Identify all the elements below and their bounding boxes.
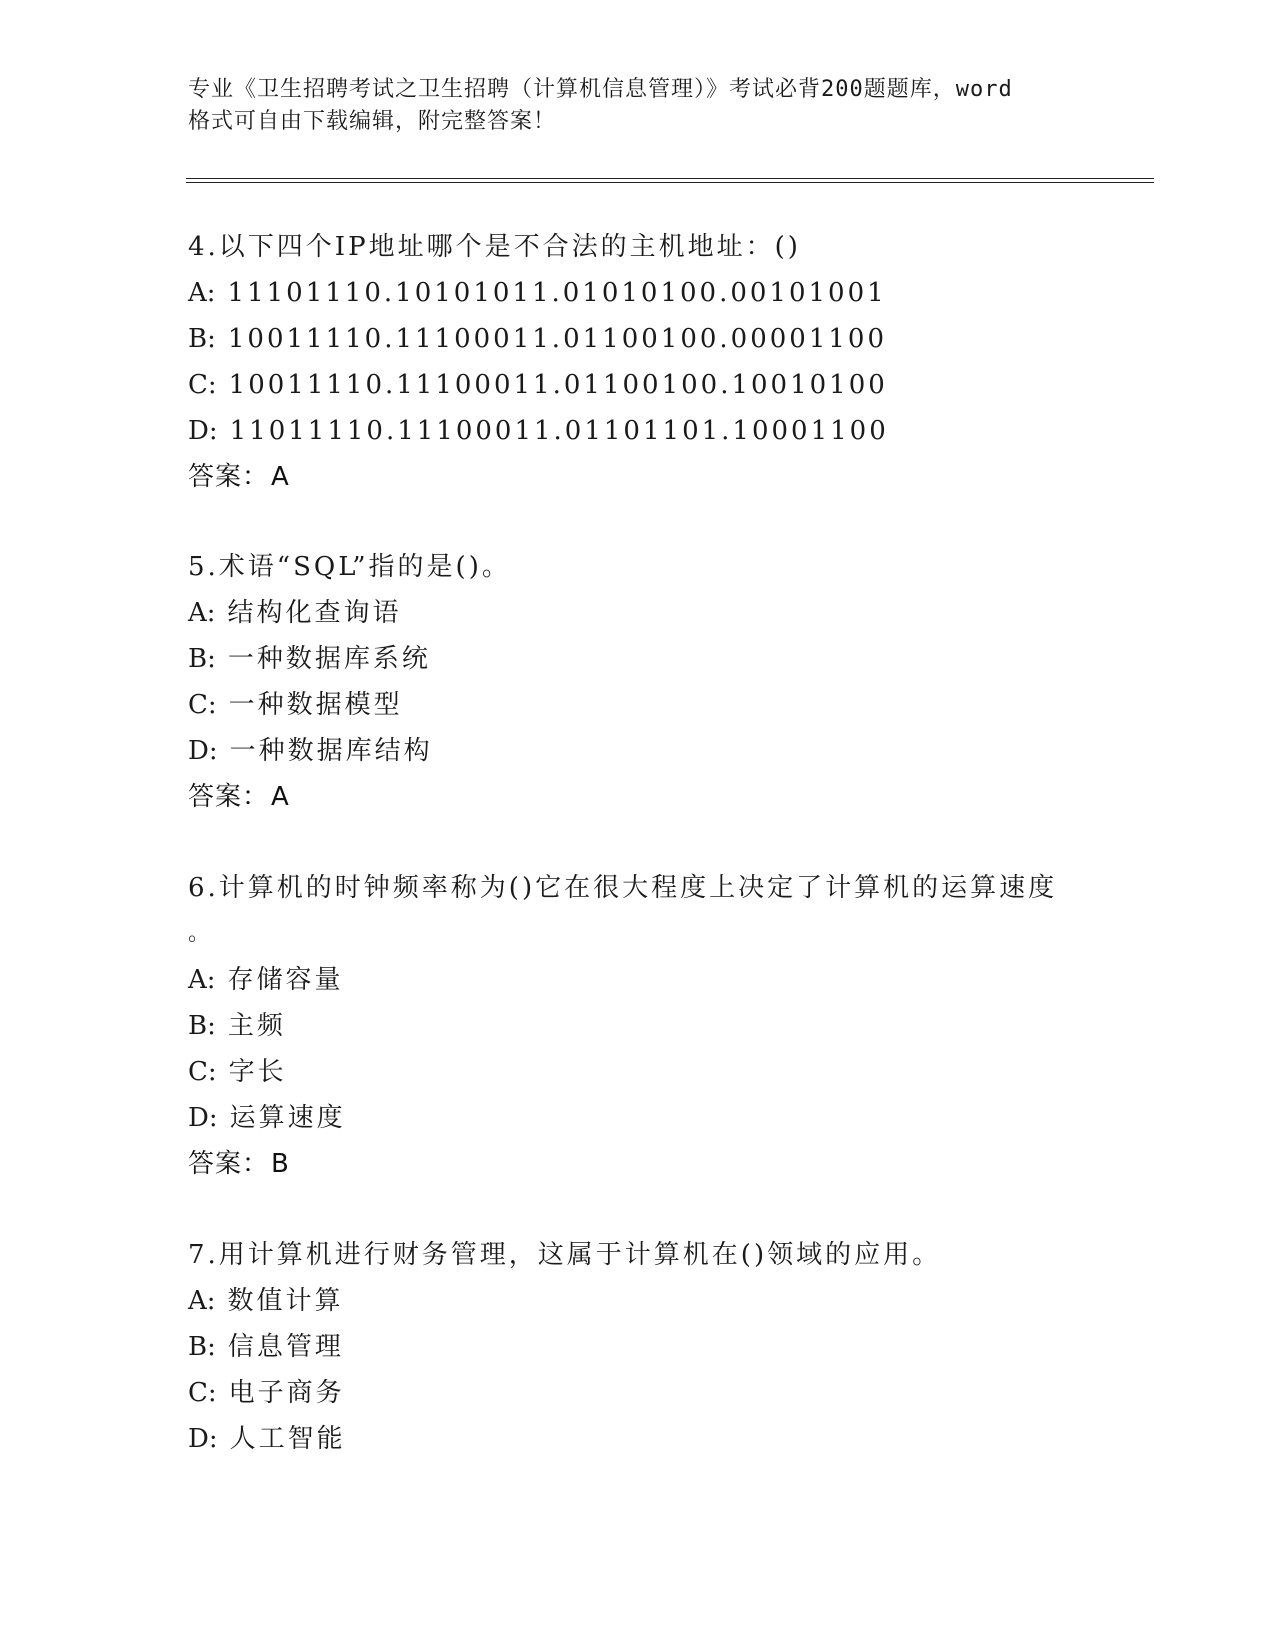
option-text: 信息管理 [227, 1332, 344, 1362]
option-b [188, 1003, 1108, 1049]
question-5 [188, 544, 1108, 820]
question-stem: 7.用计算机进行财务管理，这属于计算机在()领域的应用。 [188, 1240, 942, 1270]
option-label: B: [188, 1011, 216, 1041]
header-divider [186, 178, 1154, 183]
answer-value: B [271, 1149, 290, 1179]
option-label: C: [188, 1057, 217, 1087]
option-d [188, 1095, 1108, 1141]
option-label: D: [188, 416, 218, 446]
option-text: 11101110.10101011.01010100.00101001 [227, 278, 887, 308]
option-d [188, 1416, 1108, 1462]
option-c [188, 682, 1108, 728]
option-label: C: [188, 690, 217, 720]
answer-line [188, 454, 1108, 500]
question-stem: 4.以下四个IP地址哪个是不合法的主机地址：() [188, 232, 801, 262]
option-text: 运算速度 [229, 1103, 346, 1133]
option-text: 11011110.11100011.01101101.10001100 [229, 416, 889, 446]
option-d [188, 408, 1108, 454]
option-text: 一种数据库结构 [229, 736, 433, 766]
option-text: 一种数据库系统 [227, 644, 431, 674]
answer-label: 答案： [188, 782, 270, 812]
option-label: D: [188, 1103, 218, 1133]
document-header [188, 74, 1088, 138]
option-label: A: [188, 278, 216, 308]
question-7 [188, 1232, 1108, 1462]
option-a [188, 1278, 1108, 1324]
question-6 [188, 865, 1108, 1187]
option-label: D: [188, 1424, 218, 1454]
option-text: 存储容量 [227, 965, 344, 995]
header-line-1: 专业《卫生招聘考试之卫生招聘（计算机信息管理）》考试必背200题题库，word [188, 77, 1013, 102]
option-label: B: [188, 1332, 216, 1362]
option-c [188, 362, 1108, 408]
option-text: 电子商务 [228, 1378, 345, 1408]
question-stem-continuation: 。 [188, 921, 214, 946]
option-text: 一种数据模型 [228, 690, 403, 720]
option-label: A: [188, 598, 216, 628]
option-text: 人工智能 [229, 1424, 346, 1454]
option-text: 10011110.11100011.01100100.00001100 [227, 324, 888, 354]
question-stem: 6.计算机的时钟频率称为()它在很大程度上决定了计算机的运算速度 [188, 873, 1058, 903]
option-c [188, 1370, 1108, 1416]
answer-value: A [271, 782, 290, 812]
option-text: 主频 [227, 1011, 286, 1041]
answer-label: 答案： [188, 1149, 270, 1179]
answer-line [188, 1141, 1108, 1187]
option-b [188, 1324, 1108, 1370]
option-label: C: [188, 1378, 217, 1408]
option-b [188, 636, 1108, 682]
question-4 [188, 224, 1108, 500]
option-text: 10011110.11100011.01100100.10010100 [228, 370, 888, 400]
option-a [188, 590, 1108, 636]
option-label: A: [188, 1286, 216, 1316]
answer-label: 答案： [188, 462, 270, 492]
option-label: A: [188, 965, 216, 995]
option-text: 结构化查询语 [227, 598, 402, 628]
option-text: 字长 [228, 1057, 287, 1087]
option-b [188, 316, 1108, 362]
option-a [188, 270, 1108, 316]
option-label: B: [188, 324, 216, 354]
option-label: C: [188, 370, 217, 400]
option-d [188, 728, 1108, 774]
option-a [188, 957, 1108, 1003]
question-stem: 5.术语“SQL”指的是()。 [188, 552, 511, 582]
answer-value: A [271, 462, 290, 492]
answer-line [188, 774, 1108, 820]
option-c [188, 1049, 1108, 1095]
header-line-2: 格式可自由下载编辑，附完整答案！ [188, 109, 557, 134]
option-label: D: [188, 736, 218, 766]
option-text: 数值计算 [227, 1286, 344, 1316]
option-label: B: [188, 644, 216, 674]
